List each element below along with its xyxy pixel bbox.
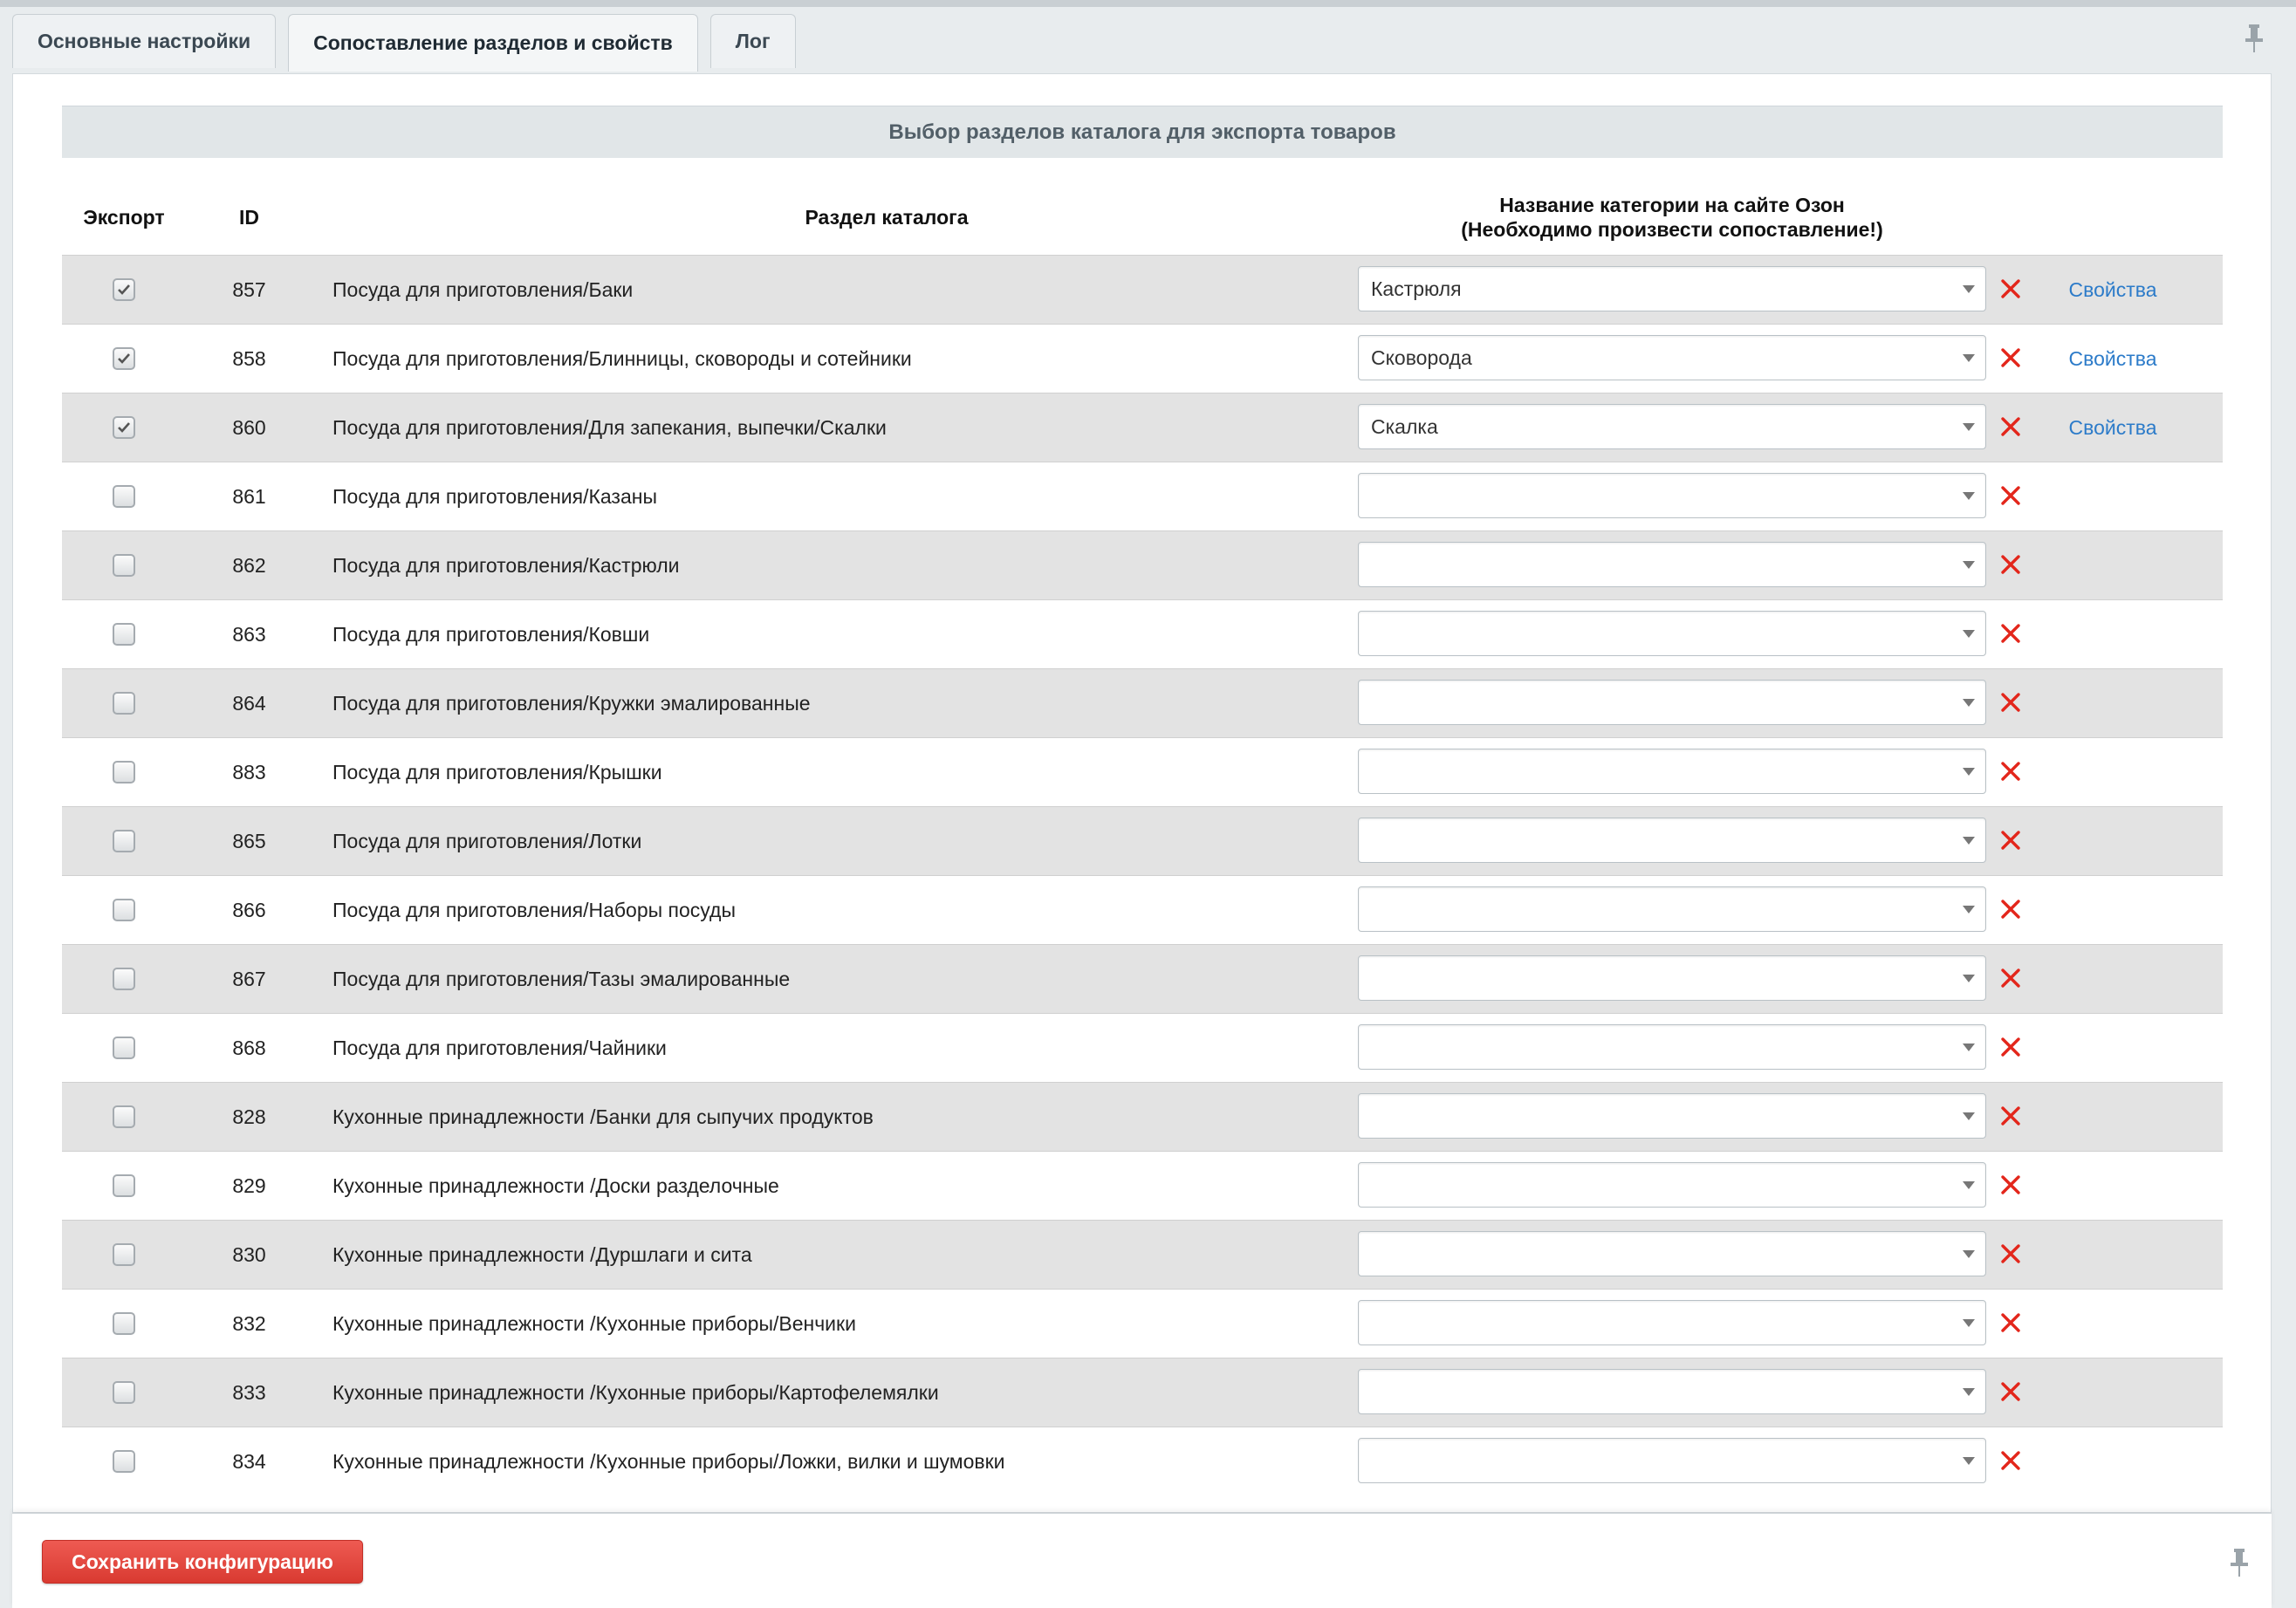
section-id: 865 [232, 829, 266, 852]
close-x-icon[interactable] [1997, 688, 2025, 716]
save-config-button[interactable]: Сохранить конфигурацию [42, 1540, 363, 1584]
export-checkbox[interactable] [113, 1174, 135, 1197]
export-cell [62, 876, 186, 944]
ozon-category-cell [1358, 1231, 1986, 1276]
close-x-icon[interactable] [1997, 551, 2025, 578]
chevron-down-icon [1963, 1181, 1975, 1189]
export-cell [62, 325, 186, 393]
export-checkbox[interactable] [113, 899, 135, 921]
ozon-category-select[interactable] [1358, 1231, 1986, 1276]
ozon-category-cell [1358, 955, 1986, 1001]
section-id: 867 [232, 967, 266, 990]
checkmark-icon [116, 282, 132, 298]
ozon-category-select[interactable] [1358, 1162, 1986, 1208]
section-name: Кухонные принадлежности /Дуршлаги и сита [332, 1242, 752, 1266]
table-row [62, 1289, 2223, 1358]
ozon-category-select[interactable] [1358, 404, 1986, 449]
section-name: Посуда для приготовления/Кастрюли [332, 553, 680, 577]
close-x-icon[interactable] [1997, 1378, 2025, 1406]
ozon-category-cell [1358, 611, 1986, 656]
ozon-category-select[interactable] [1358, 1300, 1986, 1345]
tab-bar [12, 14, 808, 68]
section-id: 857 [232, 277, 266, 301]
chevron-down-icon [1963, 1250, 1975, 1258]
section-name: Кухонные принадлежности /Банки для сыпучих продуктов [332, 1105, 874, 1128]
export-cell [62, 1221, 186, 1289]
close-x-icon[interactable] [1997, 826, 2025, 854]
export-cell [62, 393, 186, 462]
header-ozon-category [1358, 179, 1986, 255]
section-id: 828 [232, 1105, 266, 1128]
section-id: 868 [232, 1036, 266, 1059]
section-name: Кухонные принадлежности /Доски разделочные [332, 1173, 779, 1197]
header-export: Экспорт [83, 205, 165, 229]
section-name: Посуда для приготовления/Ковши [332, 622, 650, 646]
table-row [62, 1427, 2223, 1495]
catalog-table [62, 179, 2223, 1495]
export-cell [62, 531, 186, 599]
section-name: Посуда для приготовления/Блинницы, сковороды и сотейники [332, 346, 912, 370]
ozon-category-value: Кастрюля [1371, 277, 1462, 300]
ozon-category-value: Скалка [1371, 414, 1438, 438]
close-x-icon[interactable] [1997, 1447, 2025, 1475]
section-id: 829 [232, 1173, 266, 1197]
section-id: 864 [232, 691, 266, 715]
export-cell [62, 1427, 186, 1495]
table-row [62, 668, 2223, 737]
tab-main-settings[interactable]: Основные настройки [12, 14, 276, 68]
table-row [62, 1220, 2223, 1289]
table-row [62, 599, 2223, 668]
export-cell [62, 256, 186, 324]
header-section: Раздел каталога [805, 205, 969, 229]
close-x-icon[interactable] [1997, 1309, 2025, 1337]
export-checkbox[interactable] [113, 968, 135, 990]
export-checkbox[interactable] [113, 1105, 135, 1128]
tab-log[interactable]: Лог [710, 14, 796, 68]
ozon-category-select[interactable] [1358, 1369, 1986, 1414]
chevron-down-icon [1963, 1457, 1975, 1465]
ozon-category-select[interactable] [1358, 542, 1986, 587]
ozon-category-cell [1358, 404, 1986, 449]
close-x-icon[interactable] [1997, 344, 2025, 372]
close-x-icon[interactable] [1997, 1033, 2025, 1061]
section-name: Посуда для приготовления/Для запекания, выпечки/Скалки [332, 415, 887, 439]
header-ozon-note: (Необходимо произвести сопоставление!) [1461, 217, 1883, 241]
export-checkbox[interactable] [113, 623, 135, 646]
table-row [62, 737, 2223, 806]
chevron-down-icon [1963, 1043, 1975, 1051]
export-cell [62, 1290, 186, 1358]
chevron-down-icon [1963, 837, 1975, 845]
export-cell [62, 807, 186, 875]
ozon-category-cell [1358, 1438, 1986, 1483]
section-id: 834 [232, 1449, 266, 1473]
table-row [62, 462, 2223, 530]
export-cell [62, 738, 186, 806]
export-checkbox[interactable] [113, 416, 135, 439]
properties-link[interactable]: Свойства [2068, 277, 2157, 301]
chevron-down-icon [1963, 630, 1975, 638]
close-x-icon[interactable] [1997, 757, 2025, 785]
close-x-icon[interactable] [1997, 619, 2025, 647]
section-name: Кухонные принадлежности /Кухонные приборы/Картофелемялки [332, 1380, 939, 1404]
ozon-category-select[interactable] [1358, 1438, 1986, 1483]
ozon-category-cell [1358, 266, 1986, 311]
pin-icon[interactable] [2241, 23, 2267, 54]
section-id: 830 [232, 1242, 266, 1266]
table-row [62, 393, 2223, 462]
export-checkbox[interactable] [113, 554, 135, 577]
ozon-category-select[interactable] [1358, 1024, 1986, 1070]
chevron-down-icon [1963, 768, 1975, 776]
ozon-category-select[interactable] [1358, 1093, 1986, 1139]
ozon-category-select[interactable] [1358, 611, 1986, 656]
section-id: 858 [232, 346, 266, 370]
table-row [62, 875, 2223, 944]
checkmark-icon [116, 420, 132, 435]
export-cell [62, 1083, 186, 1151]
ozon-category-cell [1358, 818, 1986, 863]
export-checkbox[interactable] [113, 1243, 135, 1266]
section-id: 866 [232, 898, 266, 921]
ozon-category-select[interactable] [1358, 886, 1986, 932]
checkmark-icon [116, 351, 132, 366]
ozon-category-cell [1358, 542, 1986, 587]
chevron-down-icon [1963, 492, 1975, 500]
export-checkbox[interactable] [113, 1381, 135, 1404]
ozon-category-select[interactable] [1358, 955, 1986, 1001]
chevron-down-icon [1963, 285, 1975, 293]
export-cell [62, 462, 186, 530]
export-checkbox[interactable] [113, 1037, 135, 1059]
section-id: 832 [232, 1311, 266, 1335]
section-name: Посуда для приготовления/Кружки эмалированные [332, 691, 811, 715]
export-checkbox[interactable] [113, 1312, 135, 1335]
ozon-category-cell [1358, 680, 1986, 725]
section-name: Посуда для приготовления/Баки [332, 277, 634, 301]
ozon-category-cell [1358, 1369, 1986, 1414]
ozon-category-cell [1358, 886, 1986, 932]
section-name: Посуда для приготовления/Чайники [332, 1036, 667, 1059]
section-name: Кухонные принадлежности /Кухонные приборы/Ложки, вилки и шумовки [332, 1449, 1005, 1473]
ozon-category-select[interactable] [1358, 335, 1986, 380]
export-cell [62, 1014, 186, 1082]
table-row [62, 806, 2223, 875]
chevron-down-icon [1963, 1388, 1975, 1396]
section-name: Посуда для приготовления/Крышки [332, 760, 662, 783]
section-name: Посуда для приготовления/Тазы эмалированные [332, 967, 791, 990]
ozon-category-cell [1358, 335, 1986, 380]
ozon-category-cell [1358, 1300, 1986, 1345]
close-x-icon[interactable] [1997, 1102, 2025, 1130]
table-row [62, 944, 2223, 1013]
properties-link[interactable]: Свойства [2068, 415, 2157, 439]
top-border [0, 0, 2296, 7]
export-cell [62, 669, 186, 737]
close-x-icon[interactable] [1997, 413, 2025, 441]
table-header [62, 179, 2223, 255]
header-ozon-title: Название категории на сайте Озон [1499, 193, 1845, 216]
bottom-toolbar [12, 1513, 2272, 1608]
table-row [62, 255, 2223, 324]
table-row [62, 1151, 2223, 1220]
section-name: Посуда для приготовления/Лотки [332, 829, 642, 852]
table-row [62, 530, 2223, 599]
section-name: Посуда для приготовления/Казаны [332, 484, 657, 508]
ozon-category-select[interactable] [1358, 266, 1986, 311]
export-checkbox[interactable] [113, 761, 135, 783]
ozon-category-select[interactable] [1358, 473, 1986, 518]
section-id: 883 [232, 760, 266, 783]
chevron-down-icon [1963, 354, 1975, 362]
section-title: Выбор разделов каталога для экспорта товаров [62, 106, 2223, 158]
ozon-category-cell [1358, 1024, 1986, 1070]
section-name: Кухонные принадлежности /Кухонные приборы/Венчики [332, 1311, 856, 1335]
ozon-category-select[interactable] [1358, 680, 1986, 725]
export-cell [62, 600, 186, 668]
section-id: 861 [232, 484, 266, 508]
ozon-category-cell [1358, 749, 1986, 794]
ozon-category-cell [1358, 1162, 1986, 1208]
export-checkbox[interactable] [113, 692, 135, 715]
properties-link[interactable]: Свойства [2068, 346, 2157, 370]
ozon-category-cell [1358, 473, 1986, 518]
chevron-down-icon [1963, 561, 1975, 569]
close-x-icon[interactable] [1997, 1240, 2025, 1268]
table-row [62, 1358, 2223, 1427]
section-name: Посуда для приготовления/Наборы посуды [332, 898, 736, 921]
table-row [62, 1082, 2223, 1151]
export-checkbox[interactable] [113, 830, 135, 852]
chevron-down-icon [1963, 906, 1975, 913]
export-checkbox[interactable] [113, 1450, 135, 1473]
table-row [62, 324, 2223, 393]
section-id: 833 [232, 1380, 266, 1404]
chevron-down-icon [1963, 1112, 1975, 1120]
main-panel [12, 73, 2272, 1513]
close-x-icon[interactable] [1997, 964, 2025, 992]
ozon-category-select[interactable] [1358, 749, 1986, 794]
close-x-icon[interactable] [1997, 275, 2025, 303]
section-id: 860 [232, 415, 266, 439]
chevron-down-icon [1963, 1319, 1975, 1327]
export-checkbox[interactable] [113, 278, 135, 301]
chevron-down-icon [1963, 423, 1975, 431]
export-checkbox[interactable] [113, 485, 135, 508]
export-cell [62, 1358, 186, 1427]
export-checkbox[interactable] [113, 347, 135, 370]
chevron-down-icon [1963, 699, 1975, 707]
export-cell [62, 1152, 186, 1220]
section-id: 862 [232, 553, 266, 577]
close-x-icon[interactable] [1997, 482, 2025, 510]
close-x-icon[interactable] [1997, 895, 2025, 923]
export-cell [62, 945, 186, 1013]
table-body [62, 255, 2223, 1495]
ozon-category-cell [1358, 1093, 1986, 1139]
table-row [62, 1013, 2223, 1082]
header-id: ID [239, 205, 259, 229]
close-x-icon[interactable] [1997, 1171, 2025, 1199]
pin-icon[interactable] [2226, 1547, 2252, 1578]
chevron-down-icon [1963, 975, 1975, 982]
section-id: 863 [232, 622, 266, 646]
ozon-category-value: Сковорода [1371, 346, 1472, 369]
tab-mapping[interactable]: Сопоставление разделов и свойств [288, 14, 698, 72]
ozon-category-select[interactable] [1358, 818, 1986, 863]
